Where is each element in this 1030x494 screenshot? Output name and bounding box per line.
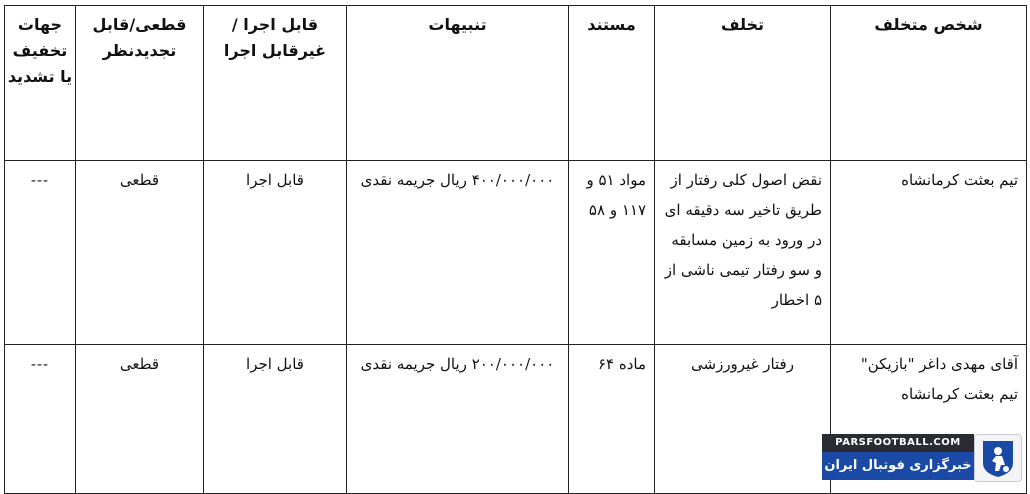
cell-enforceable: قابل اجرا [204, 345, 347, 494]
cell-person: آقای مهدی داغر "بازیکن" تیم بعثت کرمانشاه [831, 345, 1027, 494]
header-person: شخص متخلف [831, 6, 1027, 161]
cell-penalty: ۴۰۰/۰۰۰/۰۰۰ ریال جریمه نقدی [347, 161, 569, 345]
watermark-tagline: خبرگزاری فوتبال ایران [822, 452, 974, 480]
watermark-site: PARSFOOTBALL.COM [822, 434, 974, 452]
cell-mitigation: --- [5, 345, 76, 494]
cell-final: قطعی [76, 161, 204, 345]
cell-violation: نقض اصول کلی رفتار از طریق تاخیر سه دقیقه ای در ورود به زمین مسابقه و سو رفتار تیمی ناشی از ۵ اخطار [655, 161, 831, 345]
cell-penalty: ۲۰۰/۰۰۰/۰۰۰ ریال جریمه نقدی [347, 345, 569, 494]
header-enforceable: قابل اجرا /غیرقابل اجرا [204, 6, 347, 161]
cell-basis: مواد ۵۱ و ۱۱۷ و ۵۸ [569, 161, 655, 345]
cell-violation: رفتار غیرورزشی [655, 345, 831, 494]
cell-enforceable: قابل اجرا [204, 161, 347, 345]
header-final: قطعی/قابل تجدیدنظر [76, 6, 204, 161]
header-mitigation: جهات تخفیف یا تشدید [5, 6, 76, 161]
parsfootball-watermark [826, 432, 1026, 484]
verdict-table [4, 5, 1027, 494]
header-row [5, 6, 1027, 161]
cell-basis: ماده ۶۴ [569, 345, 655, 494]
cell-mitigation: --- [5, 161, 76, 345]
header-violation: تخلف [655, 6, 831, 161]
cell-final: قطعی [76, 345, 204, 494]
header-basis: مستند [569, 6, 655, 161]
header-penalty: تنبیهات [347, 6, 569, 161]
parsfootball-logo-icon [974, 434, 1022, 482]
table-row [5, 161, 1027, 345]
cell-person: تیم بعثت کرمانشاه [831, 161, 1027, 345]
